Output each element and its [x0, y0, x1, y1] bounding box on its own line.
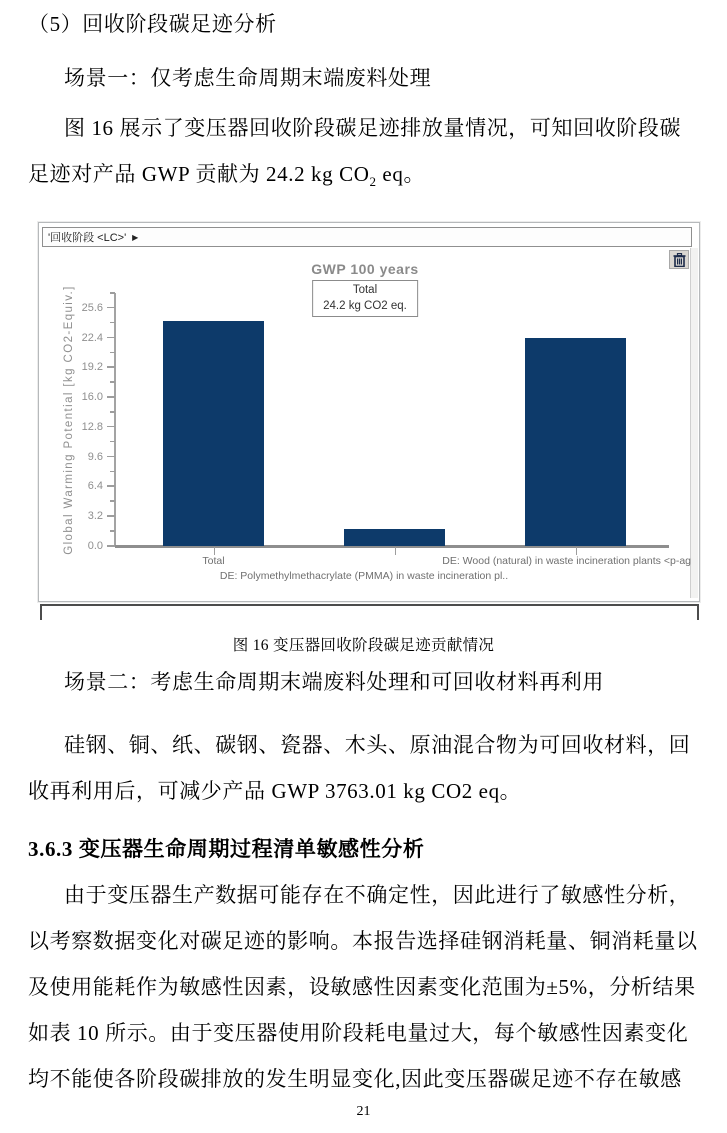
- paragraph-3-line-5: 均不能使各阶段碳排放的发生明显变化,因此变压器碳足迹不存在敏感: [28, 1067, 682, 1091]
- y-minor-tick: [110, 381, 115, 383]
- y-minor-tick: [110, 292, 115, 294]
- y-minor-tick: [110, 471, 115, 473]
- paragraph-3-line-3: 及使用能耗作为敏感性因素，设敏感性因素变化范围为±5%，分析结果: [28, 975, 696, 999]
- paragraph-2-line-2: 收再利用后，可减少产品 GWP 3763.01 kg CO2 eq。: [28, 779, 522, 803]
- paragraph-1-line-1: 图 16 展示了变压器回收阶段碳足迹排放量情况，可知回收阶段碳: [64, 116, 682, 140]
- tab-label: '回收阶段 <LC>': [48, 232, 127, 244]
- y-tick-label: 6.4: [87, 480, 103, 493]
- y-tick-label: 12.8: [81, 420, 103, 433]
- y-major-tick: [107, 485, 115, 487]
- y-tick-label: 25.6: [81, 301, 103, 314]
- paragraph-3-line-2: 以考察数据变化对碳足迹的影响。本报告选择硅钢消耗量、铜消耗量以: [28, 929, 698, 953]
- y-tick-label: 22.4: [81, 331, 103, 344]
- bar: [344, 529, 445, 546]
- plot-area: [39, 223, 699, 601]
- y-major-tick: [107, 337, 115, 339]
- paragraph-1-line-2-tail: eq。: [376, 162, 426, 186]
- y-tick-label: 0.0: [87, 540, 103, 552]
- section-heading-3-6-3: 3.6.3 变压器生命周期过程清单敏感性分析: [28, 837, 425, 861]
- y-minor-tick: [110, 530, 115, 532]
- scenario-1-line: 场景一：仅考虑生命周期末端废料处理: [64, 66, 432, 90]
- y-minor-tick: [110, 500, 115, 502]
- expand-arrow-icon[interactable]: ▶: [132, 232, 139, 242]
- page-number: 21: [356, 1104, 371, 1119]
- x-category-label: DE: Wood (natural) in waste incineration plants <p-ag: [442, 555, 691, 567]
- paragraph-1-line-2: [28, 158, 425, 190]
- y-tick-label: 19.2: [81, 361, 103, 374]
- y-tick-label: 16.0: [81, 391, 103, 404]
- y-major-tick: [107, 545, 115, 547]
- y-minor-tick: [110, 411, 115, 413]
- y-major-tick: [107, 426, 115, 428]
- chart-title: GWP 100 years: [311, 261, 419, 277]
- paragraph-3-line-1: 由于变压器生产数据可能存在不确定性，因此进行了敏感性分析，: [64, 883, 691, 907]
- bar: [163, 321, 264, 546]
- y-major-tick: [107, 396, 115, 398]
- chart-window: [38, 222, 700, 602]
- bar: [525, 338, 626, 546]
- y-axis-title: Global Warming Potential [kg CO2-Equiv.]: [63, 285, 75, 555]
- y-minor-tick: [110, 441, 115, 443]
- total-annotation-value: 24.2 kg CO2 eq.: [323, 299, 407, 312]
- y-major-tick: [107, 366, 115, 368]
- x-category-label: DE: Polymethylmethacrylate (PMMA) in waste incineration pl..: [219, 570, 509, 582]
- y-major-tick: [107, 307, 115, 309]
- paragraph-3-line-4: 如表 10 所示。由于变压器使用阶段耗电量过大，每个敏感性因素变化: [28, 1021, 689, 1045]
- section-heading-recycle-analysis: （5）回收阶段碳足迹分析: [28, 12, 277, 36]
- x-tick: [395, 547, 397, 555]
- y-tick-label: 3.2: [87, 510, 103, 523]
- total-annotation-label: Total: [352, 284, 378, 296]
- y-tick-label: 9.6: [87, 450, 103, 463]
- y-minor-tick: [110, 322, 115, 324]
- x-tick: [214, 547, 216, 555]
- y-major-tick: [107, 515, 115, 517]
- x-category-label: Total: [202, 555, 225, 567]
- co2-subscript: 2: [369, 174, 377, 190]
- cropped-panel-below-chart: [40, 604, 699, 620]
- y-minor-tick: [110, 352, 115, 354]
- x-tick: [576, 547, 578, 555]
- paragraph-1-line-2-text: 足迹对产品 GWP 贡献为 24.2 kg CO: [28, 162, 370, 186]
- y-major-tick: [107, 456, 115, 458]
- figure-caption: 图 16 变压器回收阶段碳足迹贡献情况: [232, 637, 495, 654]
- y-axis-line: [114, 293, 116, 547]
- scenario-2-line: 场景二：考虑生命周期末端废料处理和可回收材料再利用: [64, 670, 604, 694]
- paragraph-2-line-1: 硅钢、铜、纸、碳钢、瓷器、木头、原油混合物为可回收材料，回: [64, 733, 691, 757]
